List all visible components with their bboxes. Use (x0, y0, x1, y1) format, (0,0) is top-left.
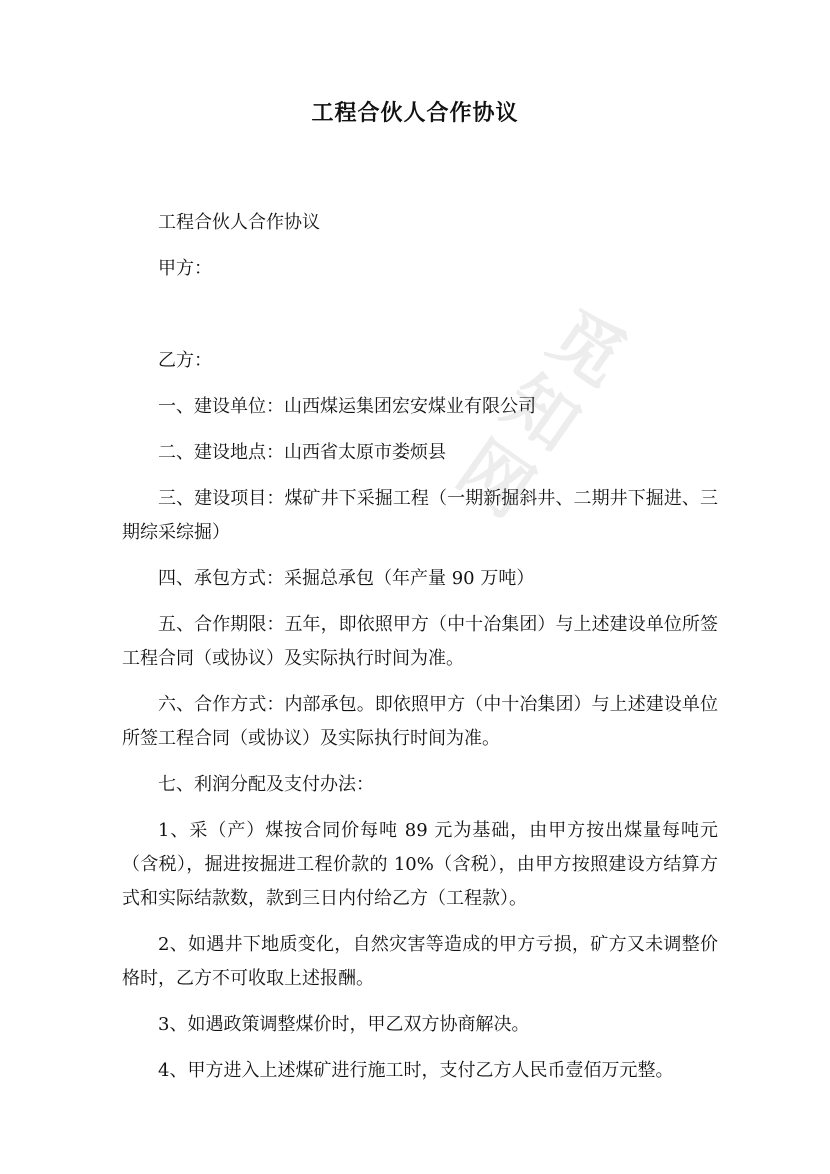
document-title: 工程合伙人合作协议 (311, 101, 519, 126)
clause-contract-method: 四、承包方式：采掘总承包（年产量 90 万吨） (158, 568, 535, 589)
party-a-line: 甲方： (158, 258, 212, 279)
clause-construction-project: 三、建设项目：煤矿井下采掘工程（一期新掘斜井、二期井下掘进、三期综采综掘） (122, 488, 718, 543)
clause-cooperation-method: 六、合作方式：内部承包。即依照甲方（中十冶集团）与上述建设单位所签工程合同（或协议）及实际执行时间为准。 (122, 694, 718, 749)
party-b-line: 乙方： (158, 350, 212, 371)
sub-clause-1: 1、采（产）煤按合同价每吨 89 元为基础，由甲方按出煤量每吨元（含税），掘进按掘进工程价款的 10%（含税），由甲方按照建设方结算方式和实际结款数，款到三日内付给乙方（工程款）。 (122, 820, 718, 909)
sub-clause-4: 4、甲方进入上述煤矿进行施工时，支付乙方人民币壹佰万元整。 (158, 1060, 674, 1081)
clause-profit-distribution: 七、利润分配及支付办法： (158, 774, 374, 795)
clause-cooperation-period: 五、合作期限：五年，即依照甲方（中十冶集团）与上述建设单位所签工程合同（或协议）及实际执行时间为准。 (122, 614, 718, 669)
sub-clause-2: 2、如遇井下地质变化，自然灾害等造成的甲方亏损，矿方又未调整价格时，乙方不可收取上述报酬。 (122, 934, 718, 989)
heading-repeat: 工程合伙人合作协议 (158, 212, 320, 233)
sub-clause-3: 3、如遇政策调整煤价时，甲乙双方协商解决。 (158, 1014, 530, 1035)
clause-construction-site: 二、建设地点：山西省太原市娄烦县 (158, 442, 446, 463)
clause-construction-unit: 一、建设单位：山西煤运集团宏安煤业有限公司 (158, 396, 536, 417)
document-body (122, 206, 718, 1100)
watermark: 觅 知 网 (443, 294, 640, 533)
